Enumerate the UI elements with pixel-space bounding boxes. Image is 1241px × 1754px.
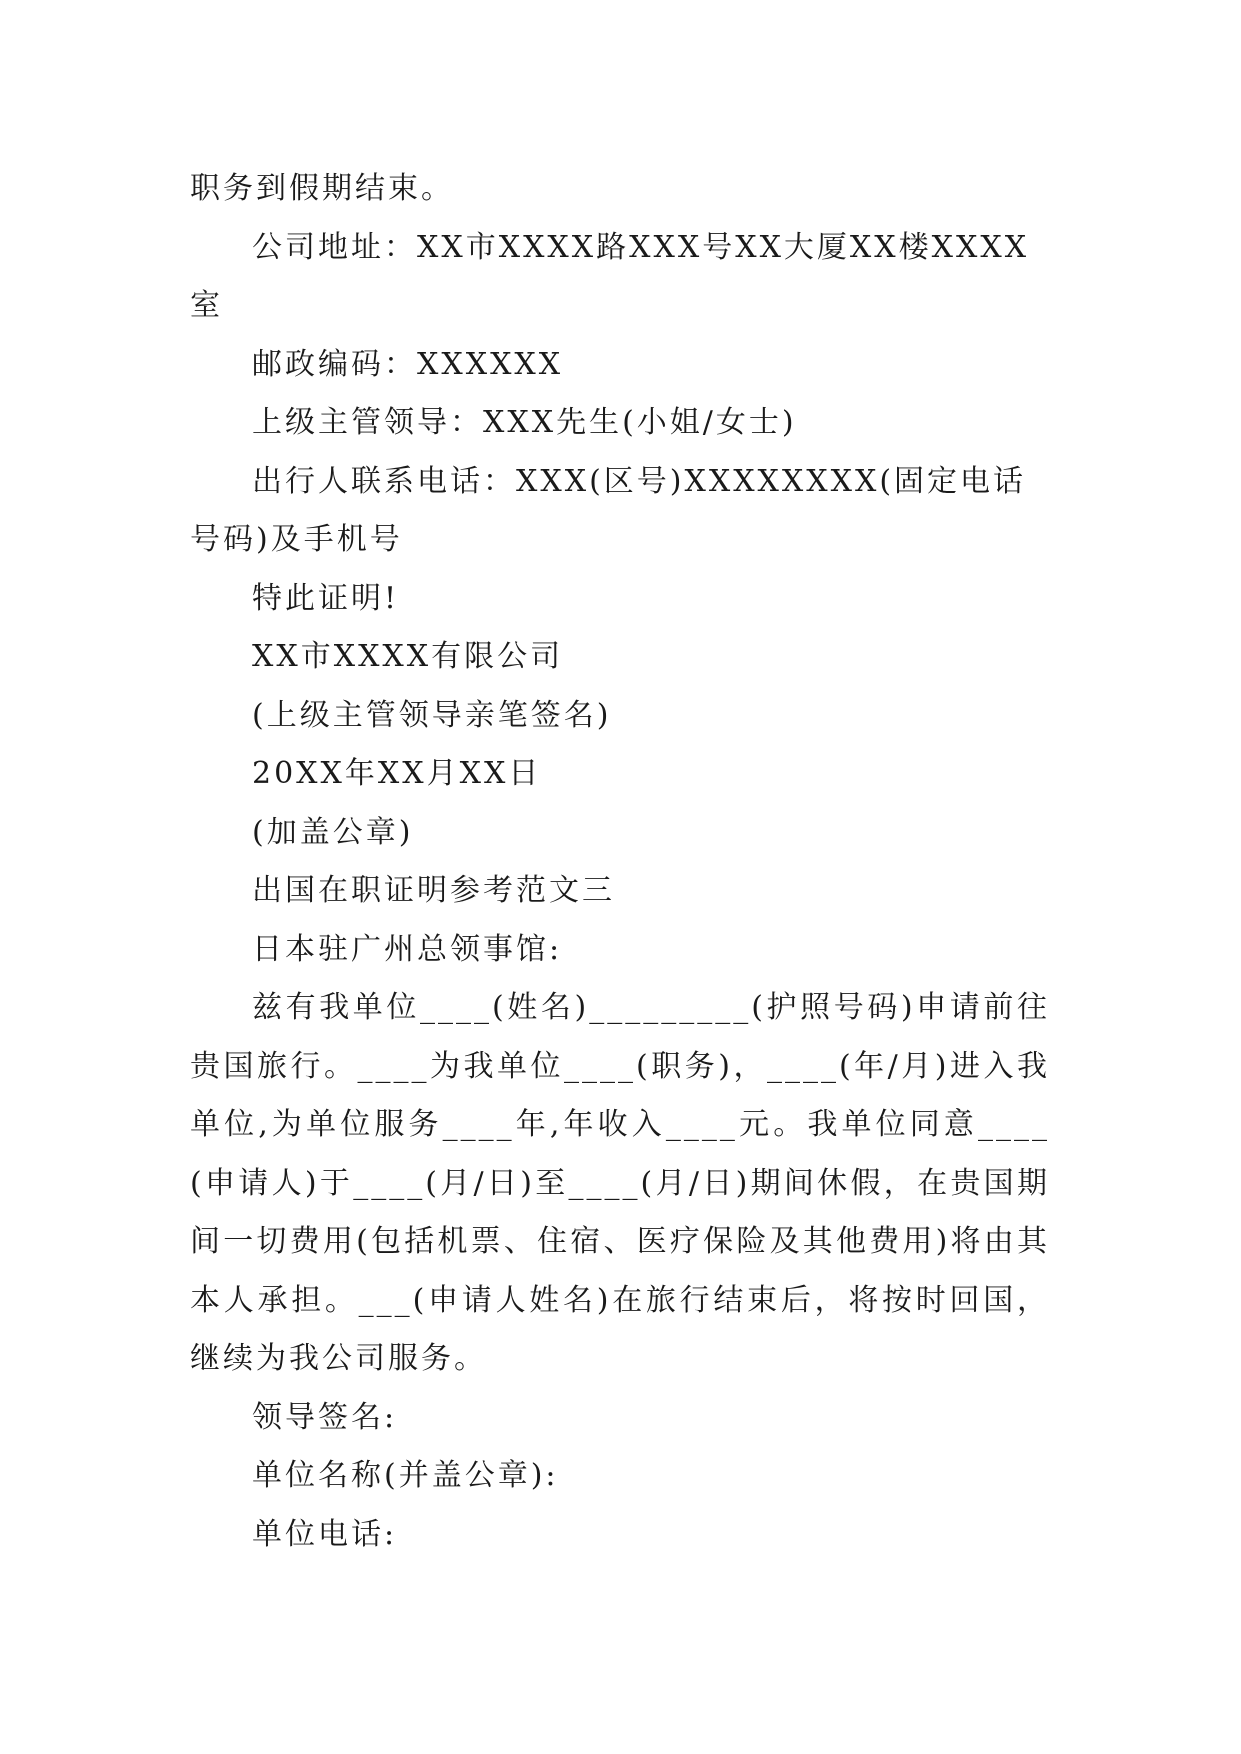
date-line: 20XX年XX月XX日	[252, 756, 542, 791]
paragraph-continuation: 职务到假期结束。	[190, 171, 454, 206]
traveler-phone: 出行人联系电话：XXX(区号)XXXXXXXX(固定电话号码)及手机号	[190, 463, 1027, 557]
unit-phone-field: 单位电话:	[252, 1516, 398, 1552]
body-paragraph: 兹有我单位____(姓名)_________(护照号码)申请前往贵国旅行。____为我单位____(职务)，____(年/月)进入我单位,为单位服务____年,年收入____元。我单位同意____(申请人)于____(月/日)至____(月/日)期间休假，在贵国期间一切费用(包括机票、住宿、医疗保险及其他费用)将由其本人承担。___(申请人姓名)在旅行结束后，将按时回国，继续为我公司服务。	[190, 990, 1050, 1376]
signature-note: (上级主管领导亲笔签名)	[252, 697, 612, 733]
unit-name-field: 单位名称(并盖公章):	[252, 1458, 559, 1493]
addressee: 日本驻广州总领事馆:	[252, 931, 563, 967]
certification-statement: 特此证明!	[252, 580, 400, 616]
postal-code: 邮政编码：XXXXXX	[252, 346, 564, 382]
leader-signature-field: 领导签名:	[252, 1399, 398, 1435]
document-body	[190, 160, 1050, 1564]
company-address: 公司地址：XX市XXXX路XXX号XX大厦XX楼XXXX室	[190, 229, 1030, 323]
section-title: 出国在职证明参考范文三	[252, 873, 615, 908]
seal-note: (加盖公章)	[252, 814, 414, 850]
supervisor: 上级主管领导：XXX先生(小姐/女士)	[252, 405, 797, 440]
company-name: XX市XXXX有限公司	[252, 639, 564, 674]
